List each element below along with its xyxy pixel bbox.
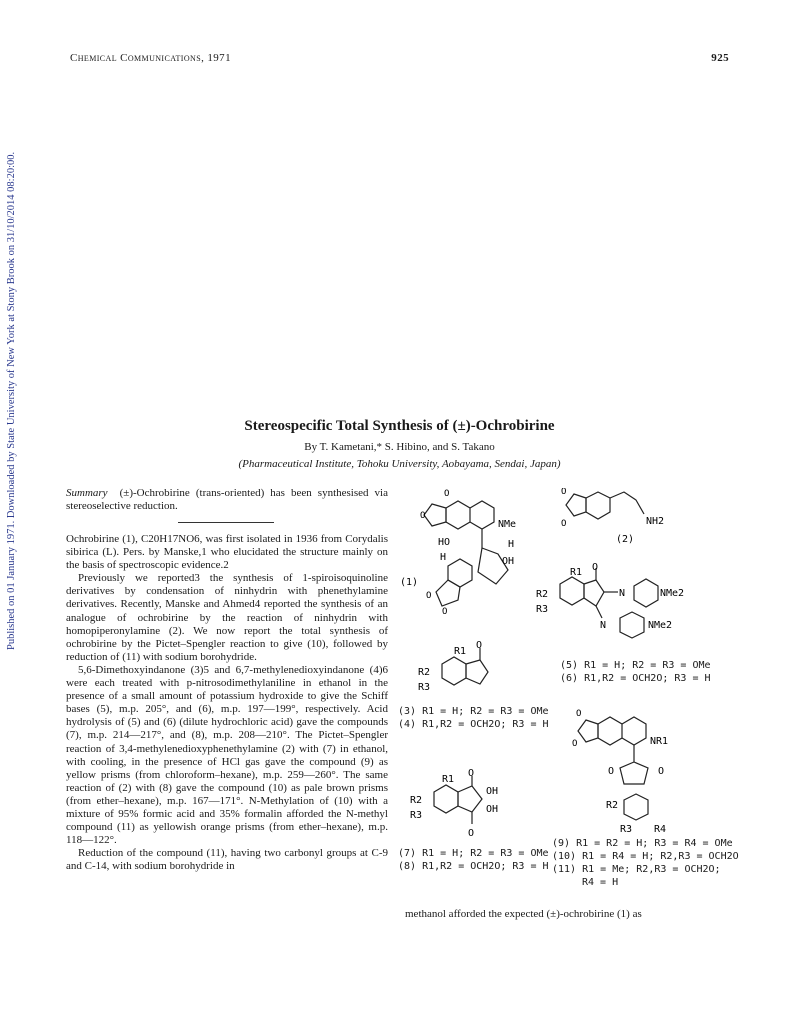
legend-7: (7) R1 = H; R2 = R3 = OMe [398, 848, 549, 859]
structure-5-6-nitrogen: N [619, 588, 626, 599]
structure-9-11-r3: R3 [620, 824, 633, 834]
structure-5-6-nme2: NMe2 [660, 588, 685, 599]
structure-9-11-oxygen: O [576, 709, 582, 719]
structure-2 [556, 488, 686, 548]
structure-1-oxygen: O [426, 591, 432, 601]
structure-7-8-r2: R2 [410, 795, 423, 806]
structure-5-6-r3: R3 [536, 604, 549, 615]
legend-5: (5) R1 = H; R2 = R3 = OMe [560, 660, 711, 671]
separator-rule [178, 522, 274, 523]
download-watermark: Published on 01 January 1971. Downloaded by State University of New York at Stony Brook on 31/10/2014 08:20:00. [6, 151, 17, 650]
structure-2-oxygen: O [561, 488, 567, 497]
paragraph: 5,6-Dimethoxyindanone (3)5 and 6,7-methylenedioxyindanone (4)6 were each treated with p-nitrosodimethylaniline in ethanol in the presence of a small amount of potassium hydroxide to give the Schiff bases (5), m.p. 205°, and (6), m.p. 197—199°, respectively. Acid hydrolysis of (5) and (6) (dilute hydrochloric acid) gave the compounds (7), m.p. 214—217°, and (8), m.p. 208—210°. The Pictet–Spengler reaction of 3,4-methylenedioxyphenethylamine (2) with (7) in ethanol, with cooling, in the presence of HCl gas gave the compound (9) as yellow prisms (from chloroform–hexane), m.p. 259—260°. The same reaction of (2) with (8) gave the compound (10) as pale brown prisms (from ether–hexane), m.p. 167—171°. N-Methylation of (10) with a mixture of 95% formic acid and 35% formalin afforded the N-methyl compound (11) as yellowish orange prisms (from ether–hexane), m.p. 118—122°. [66, 663, 388, 847]
structure-2-oxygen: O [561, 519, 567, 529]
structure-5-6 [536, 562, 736, 642]
summary-label: Summary [66, 487, 108, 499]
structure-9-11-oxygen: O [608, 766, 615, 777]
paragraph: Ochrobirine (1), C20H17NO6, was first isolated in 1936 from Corydalis sibirica (L). Pers. by Manske,1 who elucidated the structure mainly on the basis of spectroscopic evidence.2 [66, 533, 388, 572]
structure-3-4-r3: R3 [418, 682, 431, 693]
structure-1-ho: HO [438, 537, 451, 548]
structure-7-8-hydroxyl: OH [486, 804, 499, 815]
structure-7-8 [410, 766, 520, 844]
structure-9-11-r2: R2 [606, 800, 619, 811]
structure-3-4-r2: R2 [418, 667, 431, 678]
structure-7-8-r3: R3 [410, 810, 423, 821]
legend-9: (9) R1 = R2 = H; R3 = R4 = OMe [552, 838, 733, 849]
structure-3-4-r1: R1 [454, 646, 467, 657]
legend-11: (11) R1 = Me; R2,R3 = OCH2O; [552, 864, 721, 875]
structure-2-number: (2) [616, 534, 635, 545]
legend-3: (3) R1 = H; R2 = R3 = OMe [398, 706, 549, 717]
structure-9-11-r4: R4 [654, 824, 667, 834]
structure-7-8-hydroxyl: OH [486, 786, 499, 797]
continuation-text: methanol afforded the expected (±)-ochrobirine (1) as [405, 908, 642, 920]
legend-6: (6) R1,R2 = OCH2O; R3 = H [560, 673, 711, 684]
structure-1-h: H [508, 539, 515, 550]
structure-2-amine: NH2 [646, 516, 665, 527]
paragraph: Previously we reported3 the synthesis of 1-spiroisoquinoline derivatives by condensation of ninhydrin with phenethylamine derivatives. Recently, Manske and Ahmed4 reported the synthesis of an analogue of ochrobirine by the reaction of ninhydrin with homopiperonylamine (2). We now report the total synthesis of ochrobirine by the Pictet–Spengler reaction to give (10), followed by reduction of (11) with sodium borohydride. [66, 572, 388, 663]
author-byline: By T. Kametani,* S. Hibino, and S. Takano [304, 441, 495, 453]
journal-header: Chemical Communications, 1971 [70, 52, 231, 64]
structure-2-bonds [566, 492, 644, 519]
structure-3-4-oxygen: O [476, 640, 483, 651]
structure-1-oxygen: O [442, 607, 448, 617]
legend-11-cont: R4 = H [582, 877, 619, 888]
article-body [66, 533, 388, 873]
paragraph: Reduction of the compound (11), having two carbonyl groups at C-9 and C-14, with sodium borohydride in [66, 847, 388, 873]
structure-1-oxygen: O [420, 511, 426, 521]
structure-5-6-oxygen: O [592, 562, 599, 573]
structure-1-nme: NMe [498, 519, 517, 530]
structure-9-11-oxygen: O [572, 739, 578, 749]
structure-7-8-oxygen: O [468, 768, 475, 779]
structure-1-number: (1) [400, 577, 419, 588]
legend-8: (8) R1,R2 = OCH2O; R3 = H [398, 861, 549, 872]
structure-1-h: H [440, 552, 447, 563]
structure-3-4 [418, 640, 508, 710]
author-affiliation: (Pharmaceutical Institute, Tohoku University, Aobayama, Sendai, Japan) [238, 458, 561, 470]
structure-5-6-bonds [560, 568, 658, 638]
structure-5-6-nme2: NMe2 [648, 620, 673, 631]
structure-1-oxygen: O [444, 489, 450, 499]
structure-5-6-nitrogen: N [600, 620, 607, 631]
summary [66, 487, 388, 513]
legend-10: (10) R1 = R4 = H; R2,R3 = OCH2O [552, 851, 739, 862]
page-number: 925 [711, 52, 729, 64]
structure-7-8-r1: R1 [442, 774, 455, 785]
summary-text: (±)-Ochrobirine (trans-oriented) has been synthesised via stereoselective reduction. [66, 487, 389, 513]
structure-1 [398, 488, 538, 618]
structure-5-6-r1: R1 [570, 567, 583, 578]
legend-4: (4) R1,R2 = OCH2O; R3 = H [398, 719, 549, 730]
article-title: Stereospecific Total Synthesis of (±)-Ochrobirine [244, 418, 555, 434]
structure-7-8-oxygen: O [468, 828, 475, 839]
structure-9-11 [558, 706, 718, 834]
structure-1-oh: OH [502, 556, 515, 567]
structure-9-11-oxygen: O [658, 766, 665, 777]
structure-5-6-r2: R2 [536, 589, 549, 600]
structure-1-bonds [424, 501, 508, 606]
structure-9-11-nr1: NR1 [650, 736, 669, 747]
